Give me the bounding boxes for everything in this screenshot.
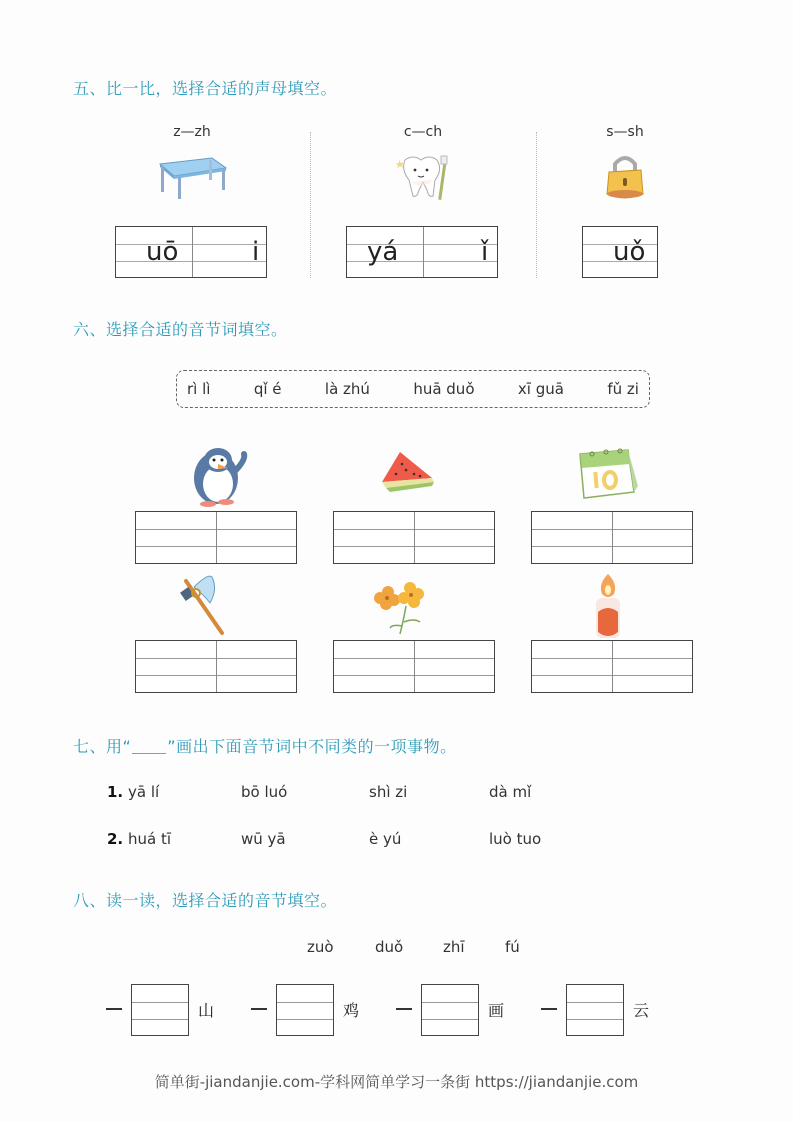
pinyin-answer-grid[interactable] [135,511,297,564]
footer-watermark: 简单街-jiandanjie.com-学科网简单学习一条街 https://jiandanjie.com [154,1073,639,1091]
word-choice[interactable]: bō luó [241,783,288,801]
word-option: xī guā [517,380,564,398]
section5-heading: 五、比一比，选择合适的声母填空。 [73,79,338,98]
flower-icon [370,578,436,638]
heading-suffix: ”画出下面音节词中不同类的一项事物。 [167,737,457,756]
syllable-option: duǒ [375,938,404,956]
s5-item-tooth [338,120,508,285]
syllable-option: zuò [307,938,334,956]
word-choice[interactable]: shì zi [369,783,408,801]
pinyin-answer-grid[interactable] [135,640,297,693]
measure-word-noun: 云 [633,1001,650,1020]
yi-character [251,1008,267,1010]
fill-item [396,984,516,1036]
word-choice[interactable]: dà mǐ [489,783,532,801]
yi-character [106,1008,122,1010]
pinyin-writing-grid[interactable] [115,226,267,278]
s5-item-lock [540,120,710,285]
measure-word-noun: 鸡 [343,1001,360,1020]
word-option: huā duǒ [413,380,475,398]
pinyin-answer-grid[interactable] [531,640,693,693]
word-option: rì lì [187,380,211,398]
pinyin-writing-grid[interactable] [346,226,498,278]
section6-heading: 六、选择合适的音节词填空。 [73,320,288,339]
word-choice[interactable]: luò tuo [489,830,542,848]
pinyin-box[interactable] [131,984,189,1036]
syllable-part: ǐ [481,237,489,267]
row-index: 2. [107,830,124,848]
pinyin-box[interactable] [566,984,624,1036]
axe-icon [178,573,230,637]
measure-word-noun: 山 [198,1001,215,1020]
pinyin-writing-grid[interactable] [582,226,658,278]
word-choice[interactable]: huá tī [128,830,172,848]
syllable-part: uǒ [613,237,646,267]
divider [536,132,537,278]
fill-item [106,984,226,1036]
initials-pair: c—ch [403,124,443,140]
syllable-part: i [252,237,260,267]
pinyin-box[interactable] [421,984,479,1036]
section7-heading [73,734,457,757]
syllable-option: fú [505,938,520,956]
underline-sample [132,753,166,754]
penguin-icon [180,438,260,510]
measure-word-noun: 画 [488,1001,505,1020]
word-bank [176,370,650,408]
heading-prefix: 七、用“ [73,737,132,756]
divider [310,132,311,278]
table-icon [152,150,232,202]
word-choice[interactable]: yā lí [128,783,160,801]
word-option: qǐ é [253,380,282,398]
calendar-icon [570,446,642,502]
padlock-icon [585,150,665,202]
candle-icon [590,572,626,640]
fill-item [541,984,661,1036]
word-choice[interactable]: wū yā [241,830,286,848]
word-option: là zhú [324,380,370,398]
row-index: 1. [107,783,124,801]
pinyin-answer-grid[interactable] [531,511,693,564]
tooth-icon [383,150,463,202]
fill-item [251,984,371,1036]
yi-character [396,1008,412,1010]
pinyin-answer-grid[interactable] [333,640,495,693]
watermelon-icon [376,448,438,494]
syllable-option: zhī [443,938,465,956]
pinyin-answer-grid[interactable] [333,511,495,564]
yi-character [541,1008,557,1010]
syllable-part: uō [146,237,179,267]
initials-pair: z—zh [173,124,211,140]
section8-heading: 八、读一读，选择合适的音节填空。 [73,891,338,910]
word-choice[interactable]: è yú [369,830,402,848]
syllable-part: yá [367,237,399,267]
word-option: fǔ zi [607,380,639,398]
s5-item-table [107,120,277,285]
pinyin-box[interactable] [276,984,334,1036]
initials-pair: s—sh [606,124,644,140]
